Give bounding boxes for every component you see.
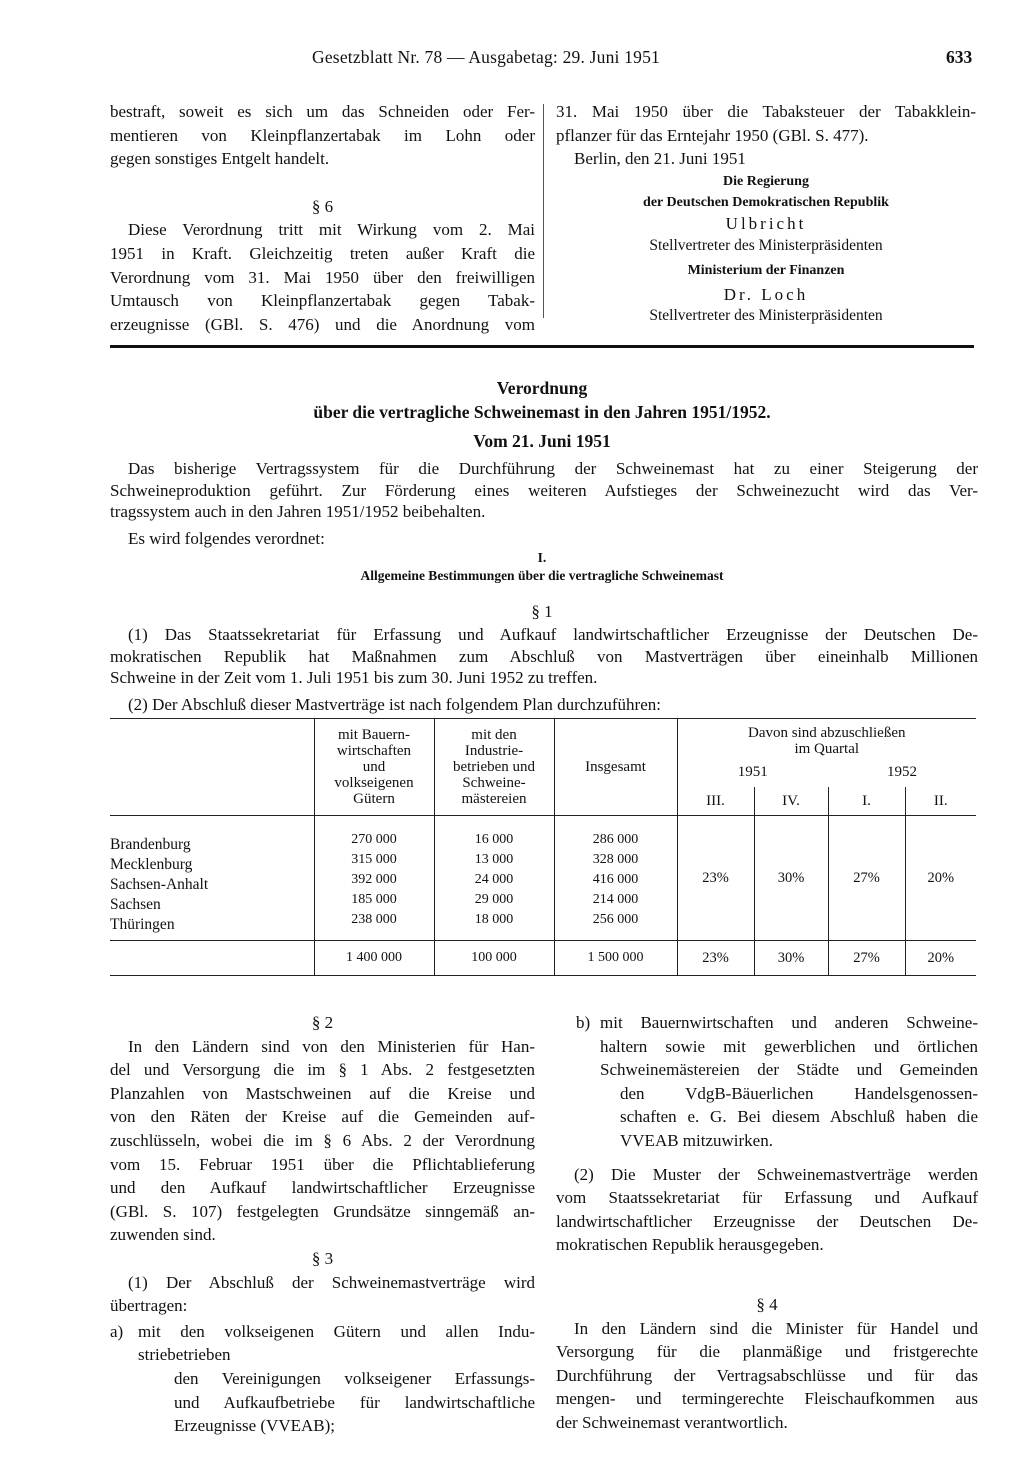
place-date: Berlin, den 21. Juni 1951 — [574, 149, 746, 169]
ordinance-title — [110, 376, 974, 453]
text-line: mentieren von Kleinpflanzertabak im Lohn oder — [110, 125, 535, 145]
text-line: landwirtschaftlicher Erzeugnisse der Deutschen De- — [556, 1211, 978, 1231]
text-line: (1) Das Staatssekretariat für Erfassung und Aufkauf landwirtschaftlicher Erzeugnisse der Deutschen De- — [128, 625, 978, 644]
title-line: Verordnung — [496, 378, 588, 398]
sum-percent: 20% — [905, 941, 976, 976]
text-line: erzeugnisse (GBl. S. 476) und die Anordnung vom — [110, 314, 535, 334]
text-line: den VdgB-Bäuerlichen Handelsgenossen- — [620, 1083, 978, 1103]
page-number: 633 — [946, 47, 973, 67]
text-line: und den Aufkauf landwirtschaftlicher Erzeugnisse — [110, 1178, 535, 1198]
percent-cell: 30% — [754, 816, 828, 941]
text-line: pflanzer für das Erntejahr 1950 (GBl. S. 477). — [556, 125, 869, 145]
preamble — [110, 458, 978, 549]
text-line: striebetrieben — [138, 1345, 231, 1365]
signature-name: Dr. Loch — [723, 284, 809, 304]
text-line: Schweineproduktion geführt. Zur Förderung eines weiteren Aufstieges der Schweinezucht wird das Ver- — [110, 480, 978, 500]
header-quarters: Davon sind abzuschließen im Quartal — [677, 719, 976, 758]
text-line: den Vereinigungen volkseigener Erfassungs- — [174, 1368, 535, 1388]
section-heading-2: § 2 — [311, 1013, 334, 1032]
text-line: mokratischen Republik herausgegeben. — [556, 1235, 824, 1255]
sum-percent: 30% — [754, 941, 828, 976]
sum-percent: 27% — [828, 941, 905, 976]
government-name: Die Regierung — [723, 173, 809, 189]
signature-name: Ulbricht — [725, 213, 807, 233]
total-cell: 286 000 328 000 416 000 214 000 256 000 — [554, 816, 677, 941]
text-line: schaften e. G. Bei diesem Abschluß haben die — [620, 1107, 978, 1127]
list-marker: b) — [576, 1013, 591, 1032]
header-blank — [110, 719, 314, 816]
text-line: zuwenden sind. — [110, 1225, 216, 1245]
text-line: Durchführung der Vertragsabschlüsse und für das — [556, 1365, 978, 1385]
list-item-b — [556, 1011, 978, 1153]
percent-cell: 23% — [677, 816, 754, 941]
year-1951: 1951 — [677, 757, 828, 787]
text-line: In den Ländern sind die Minister für Handel und — [574, 1318, 978, 1338]
decree-line: Es wird folgendes verordnet: — [128, 528, 325, 548]
quarter-label: III. — [677, 787, 754, 816]
signature-title: Stellvertreter des Ministerpräsidenten — [649, 306, 883, 324]
list-item-a — [110, 1320, 535, 1438]
land-cell: Brandenburg Mecklenburg Sachsen-Anhalt Sachsen Thüringen — [110, 836, 209, 933]
text-line: übertragen: — [110, 1296, 188, 1316]
text-line: 31. Mai 1950 über die Tabaksteuer der Tabakklein- — [556, 102, 976, 121]
text-line: der Schweinemast verantwortlich. — [556, 1412, 788, 1432]
text-line: Schweine in der Zeit vom 1. Juli 1951 bis zum 30. Juni 1952 zu treffen. — [110, 668, 598, 687]
text-line: von den Räten der Kreise auf die Gemeinden auf- — [110, 1107, 535, 1127]
table-header-row — [110, 719, 976, 758]
bottom-left-column — [110, 1011, 535, 1438]
text-line: und Aufkaufbetriebe für landwirtschaftliche — [174, 1392, 535, 1412]
text-line: Das bisherige Vertragssystem für die Durchführung der Schweinemast hat zu einer Steigerung der — [128, 459, 978, 478]
industrie-cell: 16 000 13 000 24 000 29 000 18 000 — [434, 816, 554, 941]
text-line: zuschlüsseln, wobei die im § 6 Abs. 2 der Verordnung — [110, 1130, 535, 1150]
text-line: (GBl. S. 107) festgelegten Grundsätze sinngemäß an- — [110, 1201, 535, 1221]
quarter-label: IV. — [754, 787, 828, 816]
government-name: der Deutschen Demokratischen Republik — [643, 194, 889, 210]
text-line: mokratischen Republik hat Maßnahmen zum Abschluß von Mastverträgen über eineinhalb Millionen — [110, 646, 978, 666]
table-sum-row — [110, 941, 976, 976]
quarter-label: II. — [905, 787, 976, 816]
table-row — [110, 816, 976, 941]
text-line: Erzeugnisse (VVEAB); — [174, 1416, 335, 1436]
text-line: vom 15. Februar 1951 über die Pflichtablieferung — [110, 1154, 535, 1174]
text-line: haltern sowie mit gewerblichen und örtlichen — [600, 1036, 978, 1056]
text-line: tragssystem auch in den Jahren 1951/1952 beibehalten. — [110, 502, 486, 521]
text-line: Schweinemästereien der Städte und Gemeinden — [600, 1060, 978, 1080]
sum-percent: 23% — [677, 941, 754, 976]
signature-title: Stellvertreter des Ministerpräsidenten — [649, 236, 883, 254]
sum-bauern: 1 400 000 — [314, 941, 434, 976]
running-header: Gesetzblatt Nr. 78 — Ausgabetag: 29. Juni 1951 — [312, 47, 660, 67]
text-line: bestraft, soweit es sich um das Schneiden oder Fer- — [110, 102, 535, 121]
text-line: mit den volkseigenen Gütern und allen Indu- — [138, 1321, 535, 1341]
percent-cell: 27% — [828, 816, 905, 941]
list-item-b-detail — [584, 1082, 978, 1153]
list-marker: a) — [110, 1321, 124, 1341]
ordinance-date: Vom 21. Juni 1951 — [473, 431, 611, 451]
text-line: Planzahlen von Mastschweinen auf die Kreise und — [110, 1083, 535, 1103]
ministry-name: Ministerium der Finanzen — [687, 262, 845, 278]
sum-industrie: 100 000 — [434, 941, 554, 976]
text-line: Verordnung vom 31. Mai 1950 über den freiwilligen — [110, 267, 535, 287]
header-industrie: mit den Industrie- betrieben und Schweine- mästereien — [434, 719, 554, 816]
text-line: mit Bauernwirtschaften und anderen Schweine- — [600, 1013, 978, 1032]
text-line: Versorgung für die planmäßige und fristgerechte — [556, 1342, 978, 1362]
text-line: 1951 in Kraft. Gleichzeitig treten außer Kraft die — [110, 243, 535, 263]
section-heading-6: § 6 — [311, 196, 334, 216]
header-total: Insgesamt — [554, 719, 677, 816]
top-left-column — [110, 100, 535, 336]
bottom-right-column — [556, 1011, 978, 1435]
text-line: vom Staatssekretariat für Erfassung und Aufkauf — [556, 1188, 978, 1208]
text-line: In den Ländern sind von den Ministerien für Han- — [128, 1036, 535, 1056]
part-title: Allgemeine Bestimmungen über die vertragliche Schweinemast — [360, 568, 724, 583]
text-line: gegen sonstiges Entgelt handelt. — [110, 149, 330, 169]
header-bauern: mit Bauern- wirtschaften und volkseigenen Gütern — [314, 719, 434, 816]
text-line: del und Versorgung die im § 1 Abs. 2 festgesetzten — [110, 1060, 535, 1080]
section-rule — [110, 345, 974, 348]
bauern-cell: 270 000 315 000 392 000 185 000 238 000 — [314, 816, 434, 941]
text-line: mengen- und termingerechte Fleischaufkommen aus — [556, 1389, 978, 1409]
quarter-label: I. — [828, 787, 905, 816]
text-line: (1) Der Abschluß der Schweinemastverträge wird — [128, 1272, 535, 1292]
sum-total: 1 500 000 — [554, 941, 677, 976]
title-line: über die vertragliche Schweinemast in den Jahren 1951/1952. — [313, 402, 771, 422]
section-heading-4: § 4 — [756, 1294, 778, 1314]
list-item-a-detail — [138, 1367, 535, 1438]
section-heading-3: § 3 — [311, 1248, 334, 1268]
percent-cell: 20% — [905, 816, 976, 941]
text-line: Diese Verordnung tritt mit Wirkung vom 2. Mai — [128, 220, 535, 240]
year-1952: 1952 — [887, 764, 917, 780]
column-divider — [543, 104, 544, 318]
section-1-para-1 — [110, 624, 978, 715]
text-line: (2) Die Muster der Schweinemastverträge werden — [574, 1164, 978, 1184]
top-right-column — [556, 100, 976, 327]
part-numeral: I. — [537, 550, 547, 565]
text-line: Umtausch von Kleinpflanzertabak gegen Tabak- — [110, 291, 535, 311]
text-line: VVEAB mitzuwirken. — [620, 1130, 773, 1150]
text-line: (2) Der Abschluß dieser Mastverträge ist nach folgendem Plan durchzuführen: — [128, 694, 661, 714]
plan-table — [110, 718, 976, 976]
section-heading-1: § 1 — [531, 602, 553, 621]
sum-blank — [110, 941, 314, 976]
